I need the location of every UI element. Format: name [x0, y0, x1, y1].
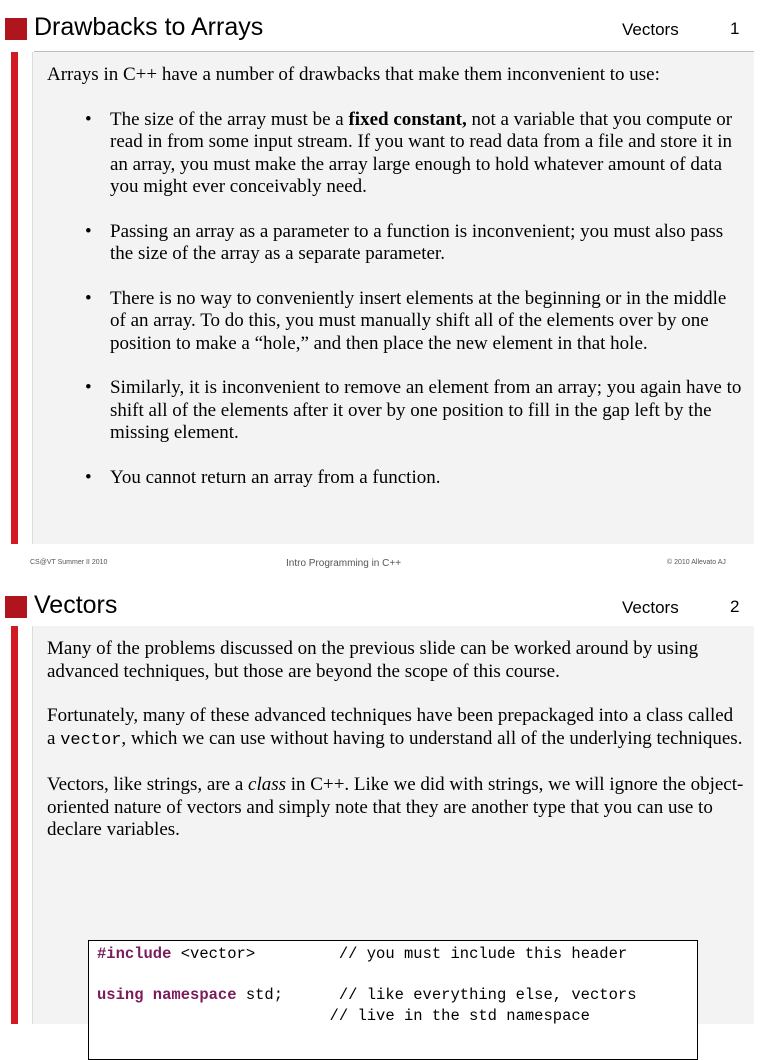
accent-bar — [11, 626, 18, 1024]
bullet-item: • Passing an array as a parameter to a function is inconvenient; you must also pass the size of the array as a separate parameter. — [47, 221, 744, 266]
paragraph-3 — [47, 774, 744, 842]
accent-bar — [11, 52, 18, 544]
code-example-box — [88, 940, 698, 1060]
title-marker-square — [5, 596, 27, 618]
slide-title-bar — [0, 586, 768, 630]
bullet-text-pre: The size of the array must be a — [110, 108, 349, 130]
code-keyword-include: #include — [97, 945, 172, 963]
footer-title: Intro Programming in C++ — [286, 558, 402, 569]
code-text: std; // like everything else, vectors — [236, 986, 637, 1004]
slide-content — [32, 52, 754, 544]
bullet-list — [47, 109, 744, 490]
bullet-item: • There is no way to conveniently insert elements at the beginning or in the middle of an array. To do this, you must manually shift all of the elements over by one position to make a “hole,” and then place the new element in that hole. — [47, 288, 744, 356]
title-marker-square — [5, 18, 27, 40]
section-label: Vectors — [622, 20, 679, 39]
slide-number: 2 — [730, 597, 740, 616]
intro-text: Arrays in C++ have a number of drawbacks that make them inconvenient to use: — [47, 64, 660, 85]
slide-number: 1 — [730, 19, 740, 38]
bullet-item: • You cannot return an array from a function. — [47, 467, 744, 490]
code-blank-line — [97, 965, 689, 986]
paragraph-2-pre: Fortunately, many of these advanced techniques have been prepackaged into a class called a — [47, 705, 734, 749]
paragraph-1: Many of the problems discussed on the previous slide can be worked around by using advanced techniques, but those are beyond the scope of this course. — [47, 638, 699, 682]
paragraph-3-pre: Vectors, like strings, are a — [47, 774, 249, 795]
code-line-include — [97, 944, 689, 965]
footer-copyright: © 2010 Allevato AJ — [667, 559, 726, 566]
bullet-bold-text: fixed constant, — [348, 108, 467, 130]
slide-vectors — [0, 578, 768, 1024]
code-text: <vector> // you must include this header — [171, 945, 628, 963]
bullet-text-post: not a variable that you compute or read in from some input stream. If you want to read data from a file and store it in an array, you must make the array large enough to hold whatever amount of data you might ever conceivably need. — [110, 108, 733, 197]
code-line-comment: // live in the std namespace — [97, 1006, 590, 1025]
slide-footer — [0, 556, 768, 572]
slide-title: Drawbacks to Arrays — [34, 13, 264, 41]
bullet-item — [47, 109, 744, 199]
paragraph-2 — [47, 705, 744, 752]
slide-title: Vectors — [34, 591, 118, 619]
slide-title-bar — [0, 8, 768, 52]
paragraph-3-post: in C++. Like we did with strings, we will ignore the object-oriented nature of vectors and simply note that they are another type that you can use to declare variables. — [47, 774, 744, 840]
bullet-item: • Similarly, it is inconvenient to remove an element from an array; you again have to shift all of the elements after it over by one position to fill in the gap left by the missing element. — [47, 377, 744, 445]
code-line-using — [97, 985, 689, 1006]
paragraph-2-post: , which we can use without having to understand all of the underlying techniques. — [121, 727, 743, 749]
code-keyword-using-namespace: using namespace — [97, 986, 237, 1004]
footer-course: CS@VT Summer II 2010 — [30, 559, 108, 566]
section-label: Vectors — [622, 598, 679, 617]
inline-code-vector: vector — [60, 730, 122, 750]
paragraph-3-italic: class — [248, 774, 287, 795]
